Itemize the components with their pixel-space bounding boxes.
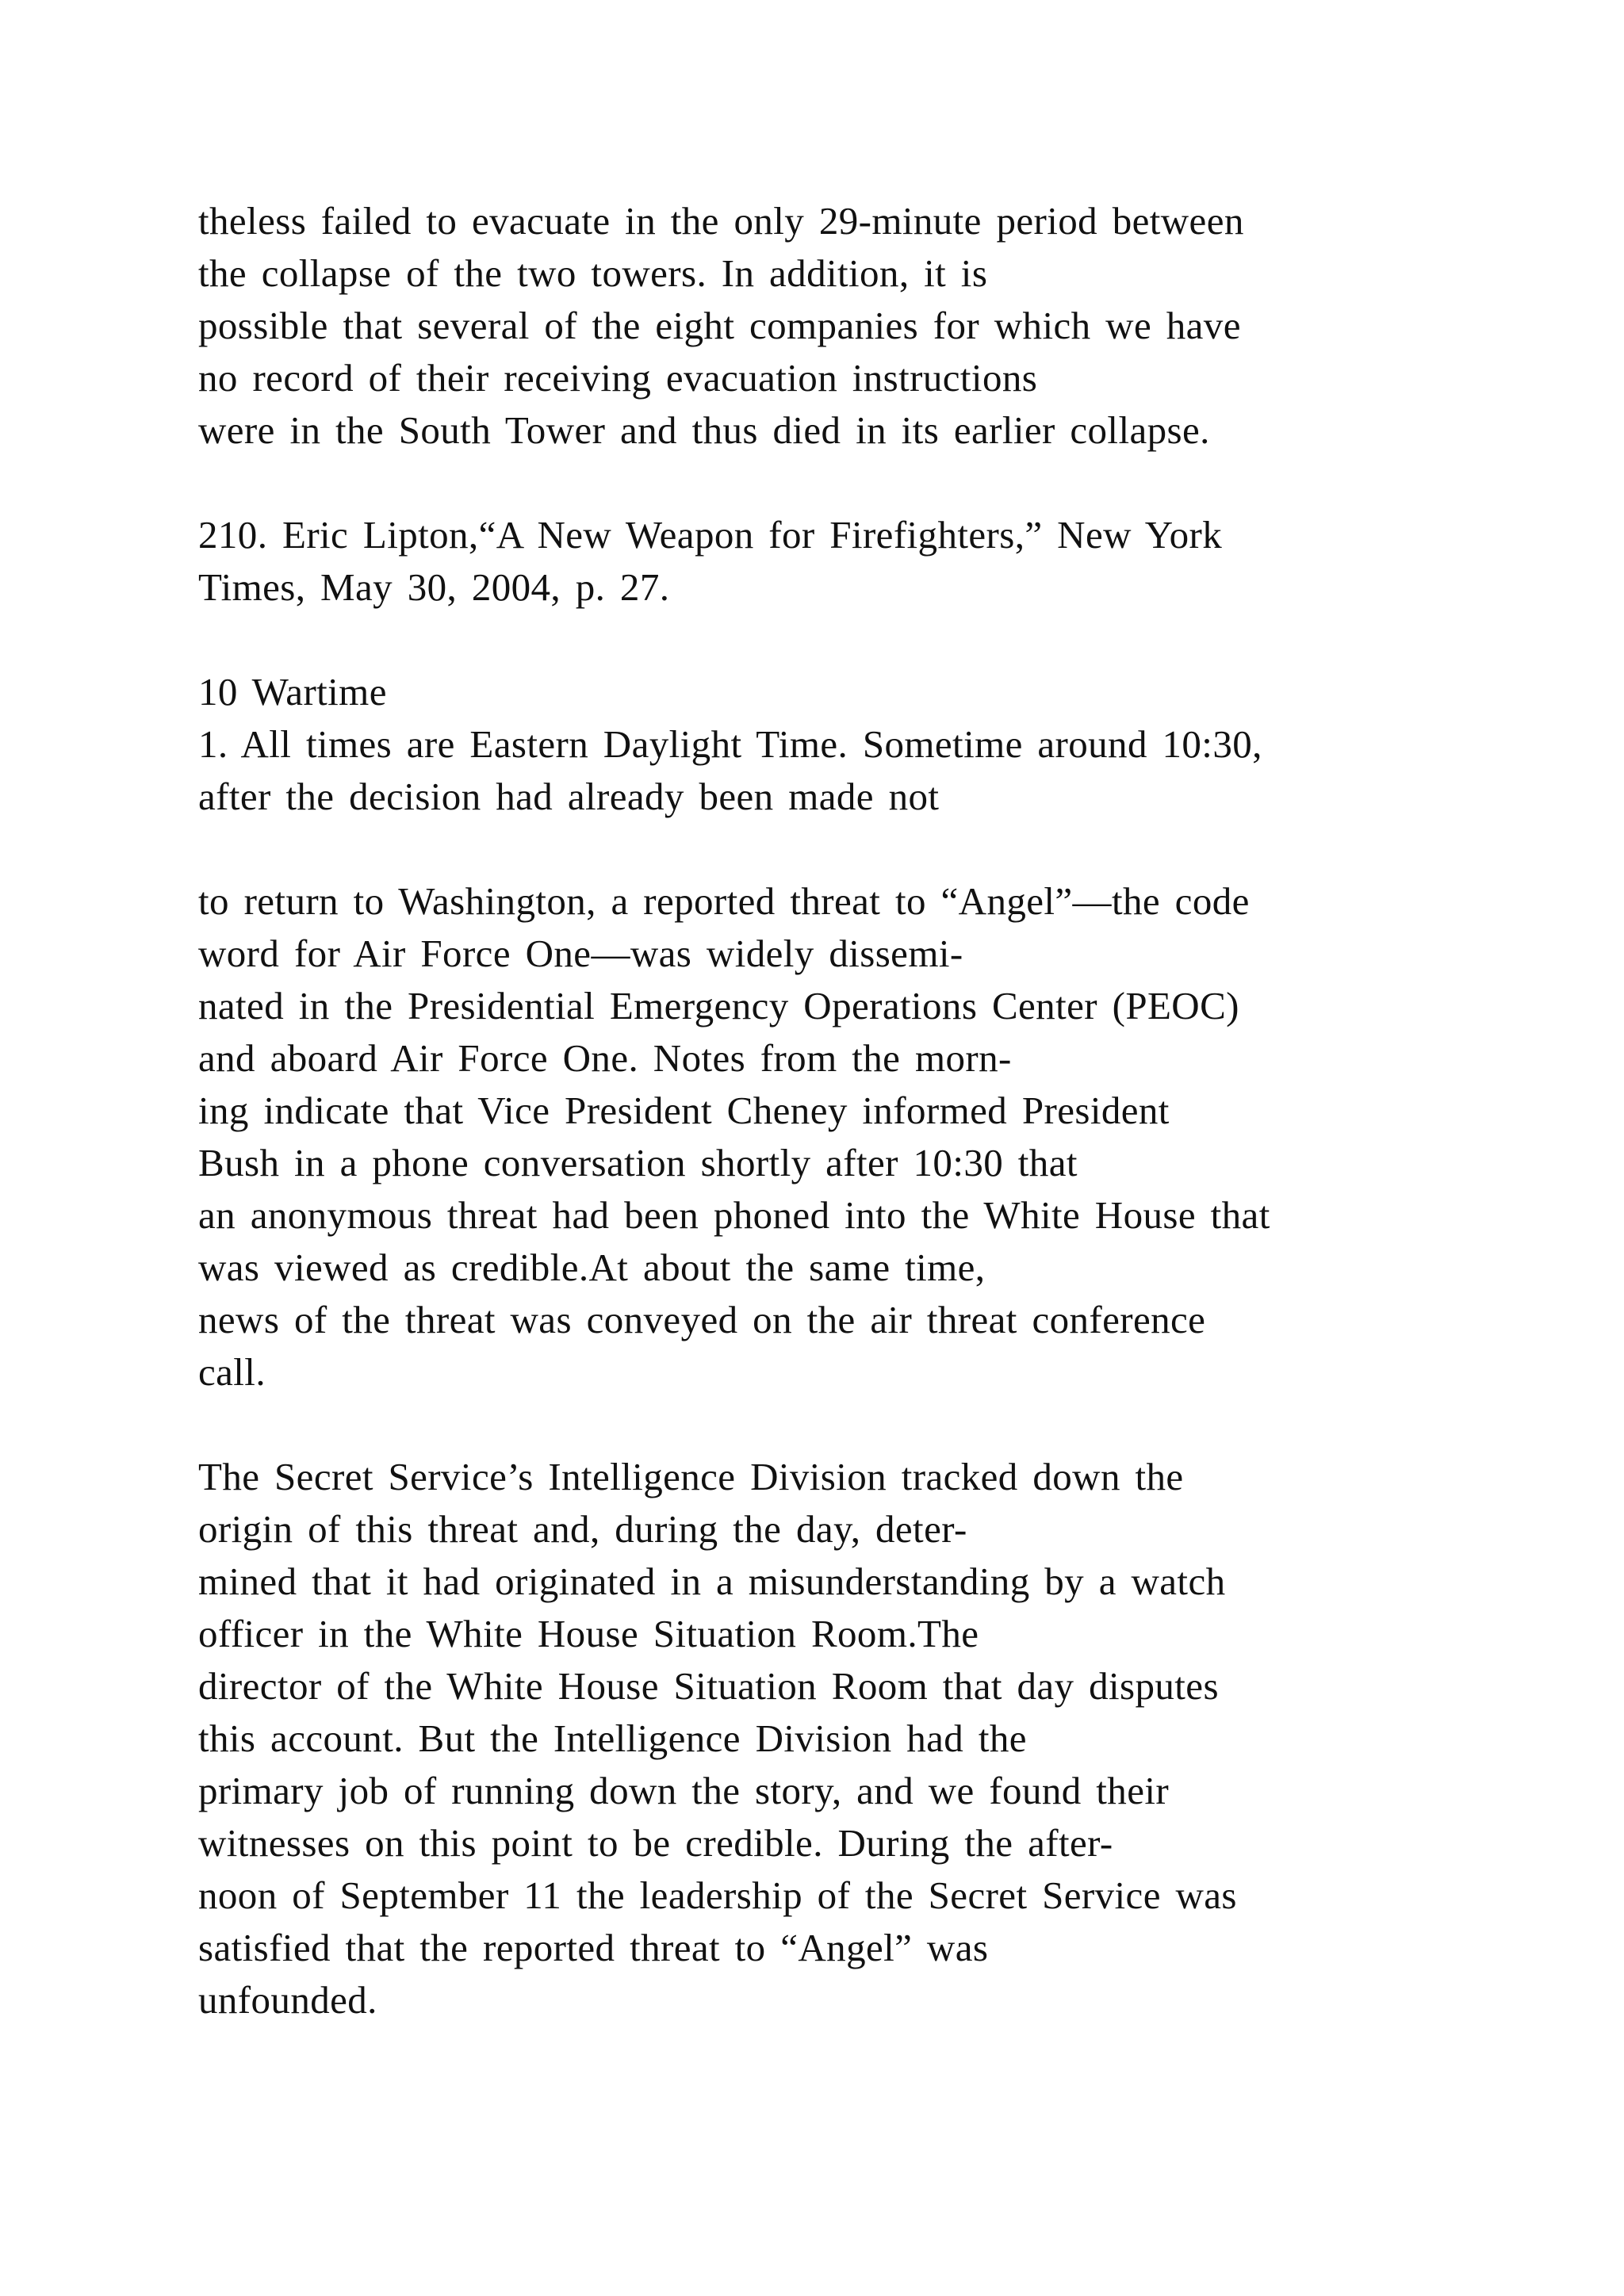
text-line: ing indicate that Vice President Cheney informed President [198,1089,1170,1132]
text-line: were in the South Tower and thus died in its earlier collapse. [198,408,1210,452]
text-line: theless failed to evacuate in the only 29-minute period between [198,199,1244,243]
footnote-1-part-a [198,718,1515,823]
text-line: possible that several of the eight companies for which we have [198,304,1241,347]
paragraph-gap [198,614,1515,666]
text-line: news of the threat was conveyed on the air threat conference [198,1298,1206,1341]
text-line: nated in the Presidential Emergency Operations Center (PEOC) [198,984,1239,1027]
chapter-heading: 10 Wartime [198,670,387,714]
footnote-1-part-c [198,1451,1515,2026]
text-line: was viewed as credible.At about the same time, [198,1246,986,1289]
text-line: to return to Washington, a reported threat to “Angel”—the code [198,879,1250,923]
document-body [198,195,1515,2026]
text-line: officer in the White House Situation Room.The [198,1612,979,1655]
text-line: and aboard Air Force One. Notes from the morn- [198,1036,1012,1080]
text-line: director of the White House Situation Room that day disputes [198,1664,1219,1708]
paragraph-evacuation [198,195,1515,457]
text-line: primary job of running down the story, and we found their [198,1769,1170,1812]
text-line: word for Air Force One—was widely dissemi- [198,932,963,975]
footnote-210 [198,509,1515,614]
text-line: call. [198,1350,266,1394]
paragraph-gap [198,1399,1515,1451]
text-line: The Secret Service’s Intelligence Division tracked down the [198,1455,1184,1498]
text-line: 1. All times are Eastern Daylight Time. Sometime around 10:30, [198,722,1262,766]
text-line: the collapse of the two towers. In addition, it is [198,251,988,295]
text-line: origin of this threat and, during the day, deter- [198,1507,967,1551]
text-line: this account. But the Intelligence Division had the [198,1716,1027,1760]
text-line: noon of September 11 the leadership of the Secret Service was [198,1873,1237,1917]
text-line: witnesses on this point to be credible. During the after- [198,1821,1113,1865]
text-line: 210. Eric Lipton,“A New Weapon for Firefighters,” New York [198,513,1223,557]
text-line: satisfied that the reported threat to “Angel” was [198,1926,989,1969]
text-line: Times, May 30, 2004, p. 27. [198,565,670,609]
text-line: Bush in a phone conversation shortly after 10:30 that [198,1141,1078,1184]
text-line: an anonymous threat had been phoned into the White House that [198,1193,1270,1237]
footnote-1-part-b [198,875,1515,1399]
text-line: mined that it had originated in a misunderstanding by a watch [198,1559,1226,1603]
text-line: after the decision had already been made not [198,775,940,818]
paragraph-gap [198,823,1515,875]
text-line: unfounded. [198,1978,377,2022]
paragraph-gap [198,457,1515,509]
text-line: no record of their receiving evacuation instructions [198,356,1038,400]
